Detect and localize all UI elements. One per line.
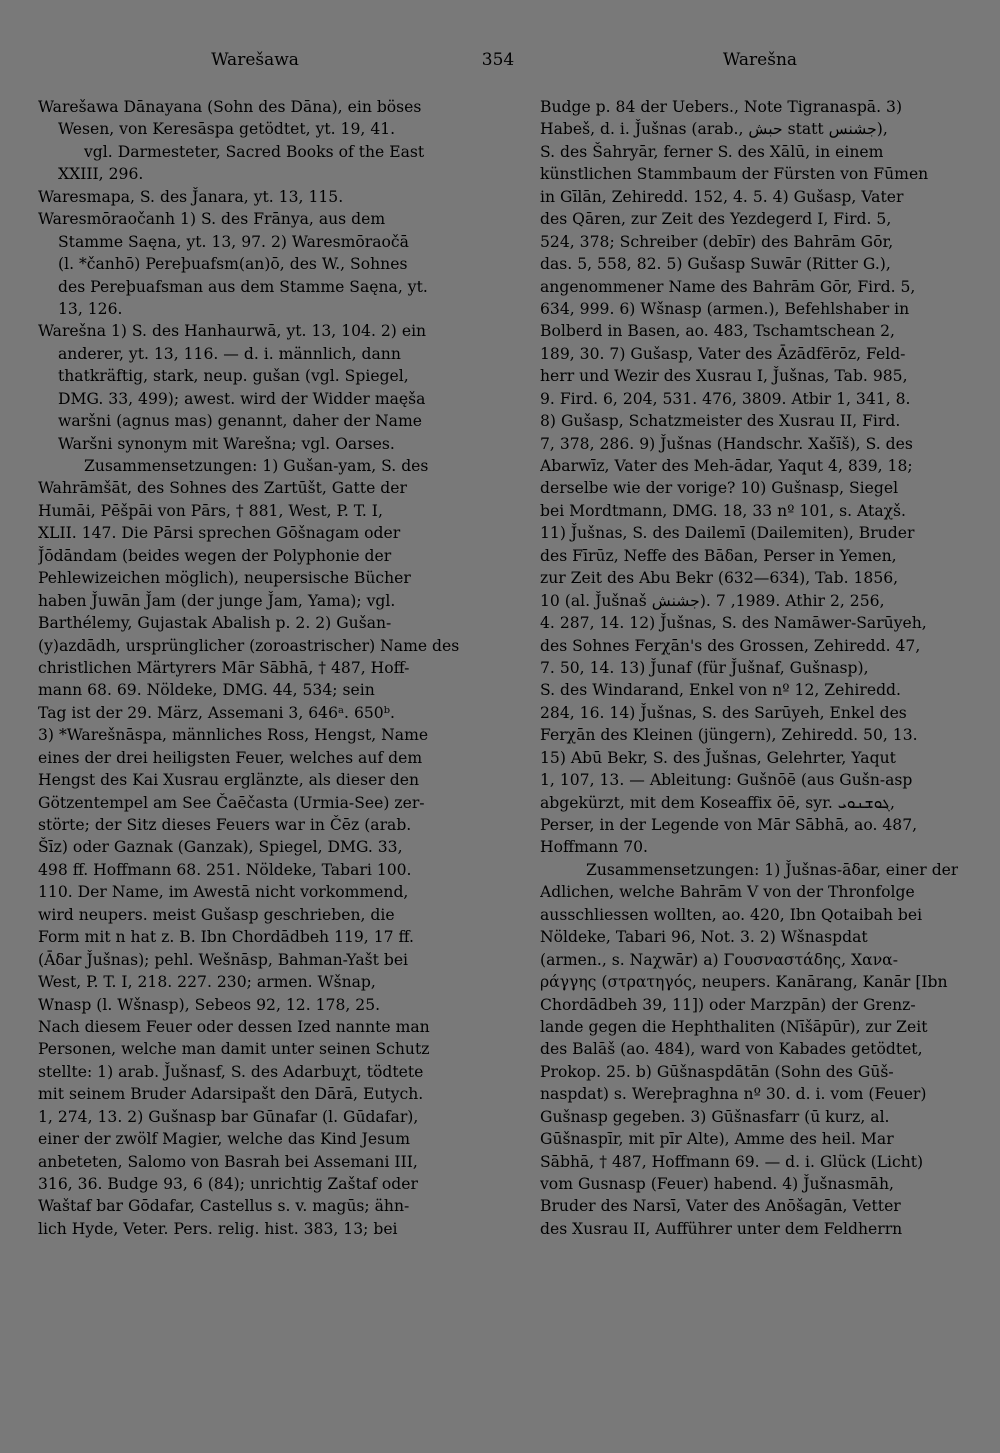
text-line: zur Zeit des Abu Bekr (632—634), Tab. 1856, xyxy=(540,569,899,588)
text-line: Ferχān des Kleinen (jüngern), Zehiredd. 50, 13. xyxy=(540,726,918,745)
text-line: Warešna 1) S. des Hanhaurwā, yt. 13, 104. 2) ein xyxy=(38,322,427,341)
text-line: Wnasp (l. Wšnasp), Sebeos 92, 12. 178, 25. xyxy=(38,995,381,1014)
text-line: 189, 30. 7) Gušasp, Vater des Āzādfērōz, Feld- xyxy=(540,344,906,363)
text-line: (armen., s. Naχwār) a) Γουσναστάδης, Χανα- xyxy=(540,950,898,969)
text-line: 110. Der Name, im Awestā nicht vorkommend, xyxy=(38,883,409,902)
text-line: 284, 16. 14) J̌ušnas, S. des Sarūyeh, Enkel des xyxy=(540,703,907,722)
text-line: anderer, yt. 13, 116. — d. i. männlich, dann xyxy=(58,344,401,363)
text-line: J̌ōdāndam (beides wegen der Polyphonie der xyxy=(38,546,392,565)
text-line: 4. 287, 14. 12) J̌ušnas, S. des Namāwer-Sarūyeh, xyxy=(540,614,927,633)
text-line: 3) *Warešnāspa, männliches Ross, Hengst, Name xyxy=(38,726,429,745)
text-line: störte; der Sitz dieses Feuers war in Čēz (arab. xyxy=(38,816,412,834)
text-line: (l. *čanhō) Pereþuafsm(an)ō, des W., Sohnes xyxy=(58,255,408,274)
text-line: Budge p. 84 der Uebers., Note Tigranaspā. 3) xyxy=(540,98,903,116)
text-line: West, P. T. I, 218. 227. 230; armen. Wšnap, xyxy=(38,973,376,992)
running-head-right: Warešna xyxy=(722,50,798,70)
text-line: (Āδar J̌ušnas); pehl. Wešnāsp, Bahman-Yašt bei xyxy=(38,950,409,969)
text-line: Adlichen, welche Bahrām V von der Thronfolge xyxy=(540,883,915,902)
text-line: S. des Šahryār, ferner S. des Xālū, in einem xyxy=(540,142,884,161)
text-line: 316, 36. Budge 93, 6 (84); unrichtig Zaštaf oder xyxy=(38,1175,418,1193)
text-line: abgekürzt, mit dem Koseaffix ōē, syr. ܓܘܫܢܘܝ, xyxy=(540,793,895,812)
text-line: Prokop. 25. b) Gūšnaspdātān (Sohn des Gūš- xyxy=(540,1062,894,1081)
text-line: Chordādbeh 39, 11]) oder Marzpān) der Grenz- xyxy=(540,995,916,1014)
text-line: 634, 999. 6) Wšnasp (armen.), Befehlshaber in xyxy=(540,299,910,318)
text-line: des Balāš (ao. 484), ward von Kabades getödtet, xyxy=(540,1040,923,1059)
text-line: mit seinem Bruder Adarsipašt den Dārā, Eutych. xyxy=(38,1085,424,1104)
text-line: Šīz) oder Gaznak (Ganzak), Spiegel, DMG. 33, xyxy=(38,838,403,857)
text-line: 10 (al. J̌ušnaš جشنش). 1989, 7. Athir 2, 256, xyxy=(540,591,885,610)
text-line: das. 5, 558, 82. 5) Gušasp Suwār (Ritter G.), xyxy=(540,255,891,274)
text-line: Humāi, Pēšpāi von Pārs, † 881, West, P. T. I, xyxy=(38,501,383,520)
text-line: DMG. 33, 499); awest. wird der Widder maęša xyxy=(58,389,426,408)
text-line: vom Gusnasp (Feuer) habend. 4) J̌ušnasmāh, xyxy=(540,1175,894,1193)
text-line: des Qāren, zur Zeit des Yezdegerd I, Fird. 5, xyxy=(540,210,892,229)
text-line: Abarwīz, Vater des Meh-ādar, Yaqut 4, 839, 18; xyxy=(540,457,913,475)
text-line: ράγγης (στρατηγός, neupers. Kanārang, Kanār [Ibn xyxy=(540,973,948,992)
text-line: in Gīlān, Zehiredd. 152, 4. 5. 4) Gušasp, Vater xyxy=(540,187,904,206)
text-line: anbeteten, Salomo von Basrah bei Assemani III, xyxy=(38,1152,418,1171)
running-head-left: Warešawa xyxy=(211,50,299,70)
text-line: 13, 126. xyxy=(58,299,123,318)
text-line: naspdat) s. Wereþraghna nº 30. d. i. vom (Feuer) xyxy=(540,1085,927,1104)
text-line: Stamme Saęna, yt. 13, 97. 2) Waresmōraočā xyxy=(58,232,409,251)
text-line: 15) Abū Bekr, S. des J̌ušnas, Gelehrter, Yaqut xyxy=(540,748,896,767)
text-line: stellte: 1) arab. J̌ušnasf, S. des Adarbuχt, tödtete xyxy=(38,1062,424,1081)
text-line: eines der drei heiligsten Feuer, welches auf dem xyxy=(38,748,423,767)
text-line: des Fīrūz, Neffe des Bāδan, Perser in Yemen, xyxy=(540,546,897,565)
text-line: Hoffmann 70. xyxy=(540,838,648,857)
text-line: Zusammensetzungen: 1) Gušan-yam, S. des xyxy=(84,457,429,475)
text-line: Bolberd in Basen, ao. 483, Tschamtschean 2, xyxy=(540,322,895,341)
text-line: Nöldeke, Tabari 96, Not. 3. 2) Wšnaspdat xyxy=(540,928,868,947)
text-line: bei Mordtmann, DMG. 18, 33 nº 101, s. Ataχš. xyxy=(540,501,907,520)
text-line: des Sohnes Ferχān's des Grossen, Zehiredd. 47, xyxy=(540,636,921,655)
text-line: derselbe wie der vorige? 10) Gušnasp, Siegel xyxy=(540,479,899,498)
text-line: Form mit n hat z. B. Ibn Chordādbeh 119, 17 ff. xyxy=(38,928,415,947)
text-line: Nach diesem Feuer oder dessen Ized nannte man xyxy=(38,1017,430,1036)
text-line: Barthélemy, Gujastak Abalish p. 2. 2) Gušan- xyxy=(38,614,392,633)
text-line: künstlichen Stammbaum der Fürsten von Fūmen xyxy=(540,165,929,184)
text-line: (y)azdādh, ursprünglicher (zoroastrischer) Name des xyxy=(38,636,460,655)
text-line: Gūšnaspīr, mit pīr Alte), Amme des heil. Mar xyxy=(540,1130,894,1149)
text-line: Waršni synonym mit Warešna; vgl. Oarses. xyxy=(58,434,395,453)
text-line: Bruder des Narsī, Vater des Anōšagān, Vetter xyxy=(540,1197,901,1216)
text-line: Sābhā, † 487, Hoffmann 69. — d. i. Glück (Licht) xyxy=(540,1152,924,1171)
text-line: haben J̌uwān J̌am (der junge J̌am, Yama); vgl. xyxy=(38,591,396,610)
text-line: 498 ff. Hoffmann 68. 251. Nöldeke, Tabari 100. xyxy=(38,860,412,879)
text-line: Warešawa Dānayana (Sohn des Dāna), ein böses xyxy=(38,98,422,116)
text-line: wird neupers. meist Gušasp geschrieben, die xyxy=(38,905,395,924)
text-line: 7, 378, 286. 9) J̌ušnas (Handschr. Xašīš), S. des xyxy=(540,434,913,453)
text-line: Zusammensetzungen: 1) J̌ušnas-āδar, einer der xyxy=(586,860,958,879)
text-line: einer der zwölf Magier, welche das Kind Jesum xyxy=(38,1130,410,1149)
text-line: thatkräftig, stark, neup. gušan (vgl. Spiegel, xyxy=(58,367,409,386)
text-line: Pehlewizeichen möglich), neupersische Bücher xyxy=(38,569,411,588)
text-line: XLII. 147. Die Pārsi sprechen Gōšnagam oder xyxy=(38,524,401,543)
right-column xyxy=(540,96,958,1240)
page-header xyxy=(0,50,1000,80)
text-line: Wesen, von Keresāspa getödtet, yt. 19, 41. xyxy=(58,120,396,139)
text-line: 7. 50, 14. 13) J̌unaf (für J̌ušnaf, Gušnasp), xyxy=(540,658,869,677)
text-line: herr und Wezir des Xusrau I, J̌ušnas, Tab. 985, xyxy=(540,367,908,386)
text-line: Personen, welche man damit unter seinen Schutz xyxy=(38,1040,430,1059)
text-line: Waresmapa, S. des J̌anara, yt. 13, 115. xyxy=(38,187,344,206)
text-line: des Pereþuafsman aus dem Stamme Saęna, yt. xyxy=(58,277,428,296)
text-line: Waresmōraočanh 1) S. des Frānya, aus dem xyxy=(38,210,386,229)
text-line: 8) Gušasp, Schatzmeister des Xusrau II, Fird. xyxy=(540,412,901,431)
text-line: Habeš, d. i. J̌ušnas (arab., حبش statt جشنس), xyxy=(540,120,888,139)
text-line: ausschliessen wollten, ao. 420, Ibn Qotaibah bei xyxy=(540,905,923,924)
text-line: Hengst des Kai Xusrau erglänzte, als dieser den xyxy=(38,771,419,790)
text-line: angenommener Name des Bahrām Gōr, Fird. 5, xyxy=(540,277,916,296)
text-line: waršni (agnus mas) genannt, daher der Name xyxy=(58,412,422,431)
left-column xyxy=(38,96,476,1240)
text-line: christlichen Märtyrers Mār Sābhā, † 487, Hoff- xyxy=(38,658,410,677)
text-line: Gušnasp gegeben. 3) Gūšnasfarr (ū kurz, al. xyxy=(540,1107,890,1126)
text-line: Götzentempel am See Čaēčasta (Urmia-See) zer- xyxy=(38,793,425,812)
text-line: lande gegen die Hephthaliten (Nīšāpūr), zur Zeit xyxy=(540,1017,928,1036)
text-line: XXIII, 296. xyxy=(58,165,144,184)
text-line: vgl. Darmesteter, Sacred Books of the East xyxy=(84,142,425,161)
text-line: 1, 274, 13. 2) Gušnasp bar Gūnafar (l. Gūdafar), xyxy=(38,1107,419,1126)
text-line: 1, 107, 13. — Ableitung: Gušnōē (aus Gušn-asp xyxy=(540,771,913,790)
page-number: 354 xyxy=(481,50,515,70)
text-line: mann 68. 69. Nöldeke, DMG. 44, 534; sein xyxy=(38,681,375,700)
text-line: 11) J̌ušnas, S. des Dailemī (Dailemiten), Bruder xyxy=(540,524,915,543)
text-line: 524, 378; Schreiber (debīr) des Bahrām Gōr, xyxy=(540,232,894,251)
text-line: lich Hyde, Veter. Pers. relig. hist. 383, 13; bei xyxy=(38,1219,398,1238)
text-line: Waštaf bar Gōdafar, Castellus s. v. magūs; ähn- xyxy=(38,1197,410,1216)
text-line: S. des Windarand, Enkel von nº 12, Zehiredd. xyxy=(540,681,901,700)
text-line: des Xusrau II, Aufführer unter dem Feldherrn xyxy=(540,1219,903,1238)
text-line: 9. Fird. 6, 204, 531. 476, 3809. Atbir 1, 341, 8. xyxy=(540,389,911,408)
text-line: Perser, in der Legende von Mār Sābhā, ao. 487, xyxy=(540,816,918,834)
text-line: Tag ist der 29. März, Assemani 3, 646ᵃ. 650ᵇ. xyxy=(38,703,395,722)
text-line: Wahrāmšāt, des Sohnes des Zartūšt, Gatte der xyxy=(38,479,407,498)
